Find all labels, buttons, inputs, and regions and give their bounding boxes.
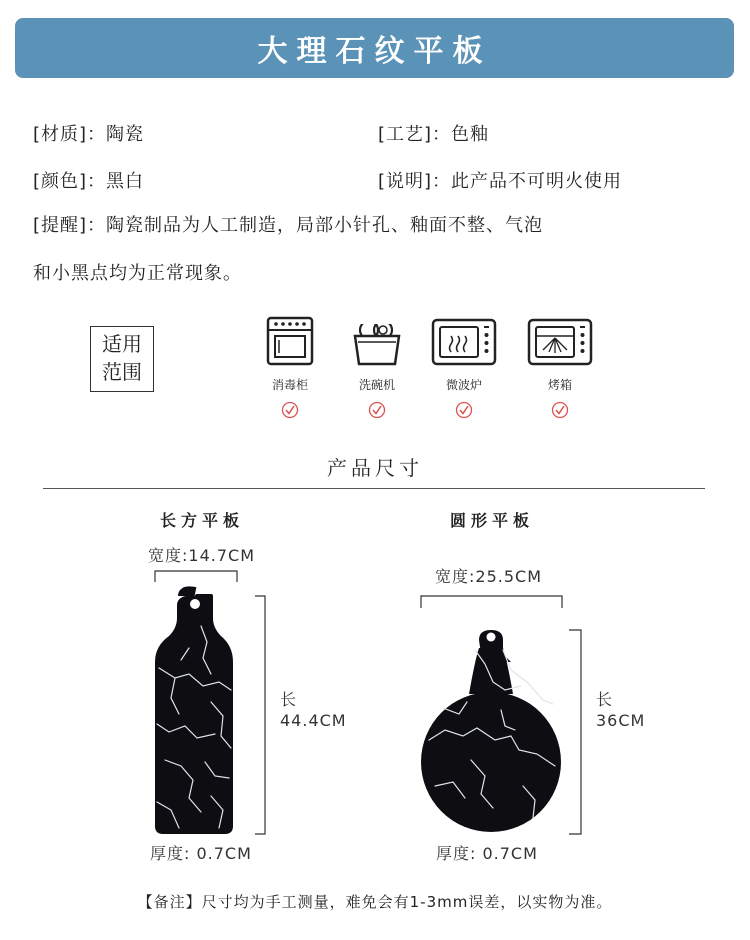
appliance-label: 微波炉 xyxy=(445,378,482,392)
rectangular-board-title: 长方平板 xyxy=(160,511,245,530)
divider-line xyxy=(43,488,705,489)
check-icon xyxy=(455,401,473,419)
scope-label-line2: 范围 xyxy=(102,360,142,384)
round-board-image xyxy=(415,590,590,838)
round-length-value: 36CM xyxy=(596,711,646,730)
rectangular-board-image xyxy=(145,566,275,838)
title-banner xyxy=(15,18,734,78)
check-icon xyxy=(551,401,569,419)
check-icon xyxy=(368,401,386,419)
scope-label-line1: 适用 xyxy=(102,332,142,356)
microwave-icon xyxy=(431,316,497,368)
round-thickness: 厚度: 0.7CM xyxy=(436,844,538,863)
round-length-label: 长 xyxy=(596,690,614,709)
check-icon xyxy=(281,401,299,419)
oven-icon xyxy=(527,316,593,368)
size-section-title: 产品尺寸 xyxy=(327,456,423,480)
appliance-label: 洗碗机 xyxy=(358,378,395,392)
rect-width-label: 宽度:14.7CM xyxy=(148,546,255,565)
spec-reminder-line1: [提醒]：陶瓷制品为人工制造，局部小针孔、釉面不整、气泡 xyxy=(33,215,544,236)
spec-material: [材质]：陶瓷 xyxy=(33,124,145,145)
round-width-label: 宽度:25.5CM xyxy=(435,567,542,586)
spec-instruction: [说明]：此产品不可明火使用 xyxy=(378,171,623,192)
rect-thickness: 厚度: 0.7CM xyxy=(150,844,252,863)
appliance-sterilizer xyxy=(255,316,325,419)
banner-title: 大理石纹平板 xyxy=(257,34,492,69)
appliance-label: 烤箱 xyxy=(547,378,572,392)
measurement-note: 【备注】尺寸均为手工测量，难免会有1-3mm误差，以实物为准。 xyxy=(137,893,613,911)
appliance-dishwasher xyxy=(342,316,412,419)
spec-reminder-line2: 和小黑点均为正常现象。 xyxy=(33,263,242,284)
round-board-title: 圆形平板 xyxy=(450,511,535,530)
rect-length-value: 44.4CM xyxy=(280,711,347,730)
rect-length-label: 长 xyxy=(280,690,298,709)
appliance-label: 消毒柜 xyxy=(271,378,308,392)
usage-scope-box xyxy=(90,326,154,392)
appliance-oven xyxy=(525,316,595,419)
dishwasher-icon xyxy=(351,316,403,368)
spec-craft: [工艺]：色釉 xyxy=(378,124,490,145)
spec-color: [颜色]：黑白 xyxy=(33,171,145,192)
appliance-microwave xyxy=(429,316,499,419)
sterilizer-cabinet-icon xyxy=(265,316,315,368)
